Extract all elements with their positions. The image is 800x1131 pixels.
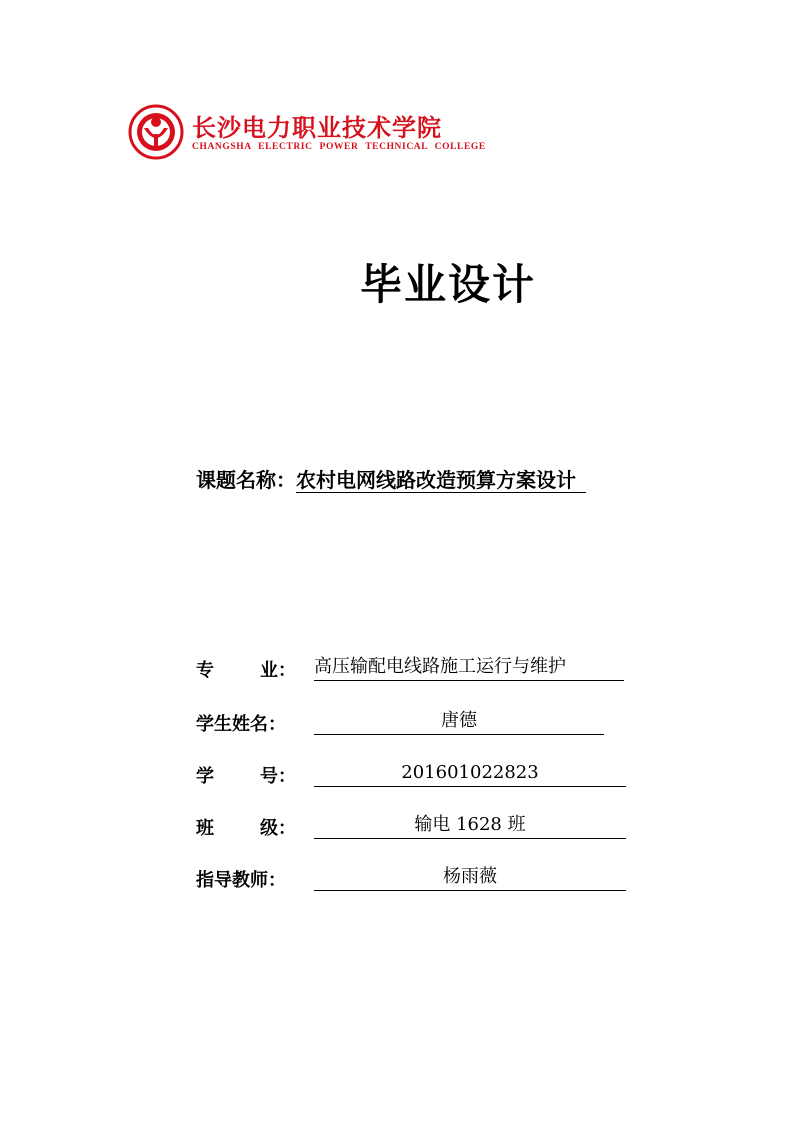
student-name-value: 唐德 <box>314 708 604 735</box>
class-row <box>196 814 636 844</box>
topic-label: 课题名称： <box>196 468 296 492</box>
college-name-cn: 长沙电力职业技术学院 <box>192 114 442 142</box>
college-emblem-icon <box>128 104 184 160</box>
college-name-en: CHANGSHA ELECTRIC POWER TECHNICAL COLLEGE <box>192 142 486 152</box>
student-id-row <box>196 762 636 792</box>
class-value: 输电 1628 班 <box>314 812 626 839</box>
student-name-label: 学生姓名： <box>196 714 286 735</box>
advisor-value: 杨雨薇 <box>314 864 626 891</box>
student-id-label: 学 号： <box>196 766 296 787</box>
document-title: 毕业设计 <box>359 260 536 309</box>
major-label: 专 业： <box>196 660 296 681</box>
major-row <box>196 656 636 686</box>
class-label: 班 级： <box>196 818 296 839</box>
advisor-label: 指导教师： <box>196 870 286 891</box>
topic-row <box>196 464 586 493</box>
college-logo <box>128 100 488 166</box>
advisor-row <box>196 866 636 896</box>
student-id-value: 201601022823 <box>314 760 626 787</box>
major-value: 高压输配电线路施工运行与维护 <box>314 654 624 681</box>
student-name-row <box>196 710 636 740</box>
topic-value: 农村电网线路改造预算方案设计 <box>296 468 586 493</box>
